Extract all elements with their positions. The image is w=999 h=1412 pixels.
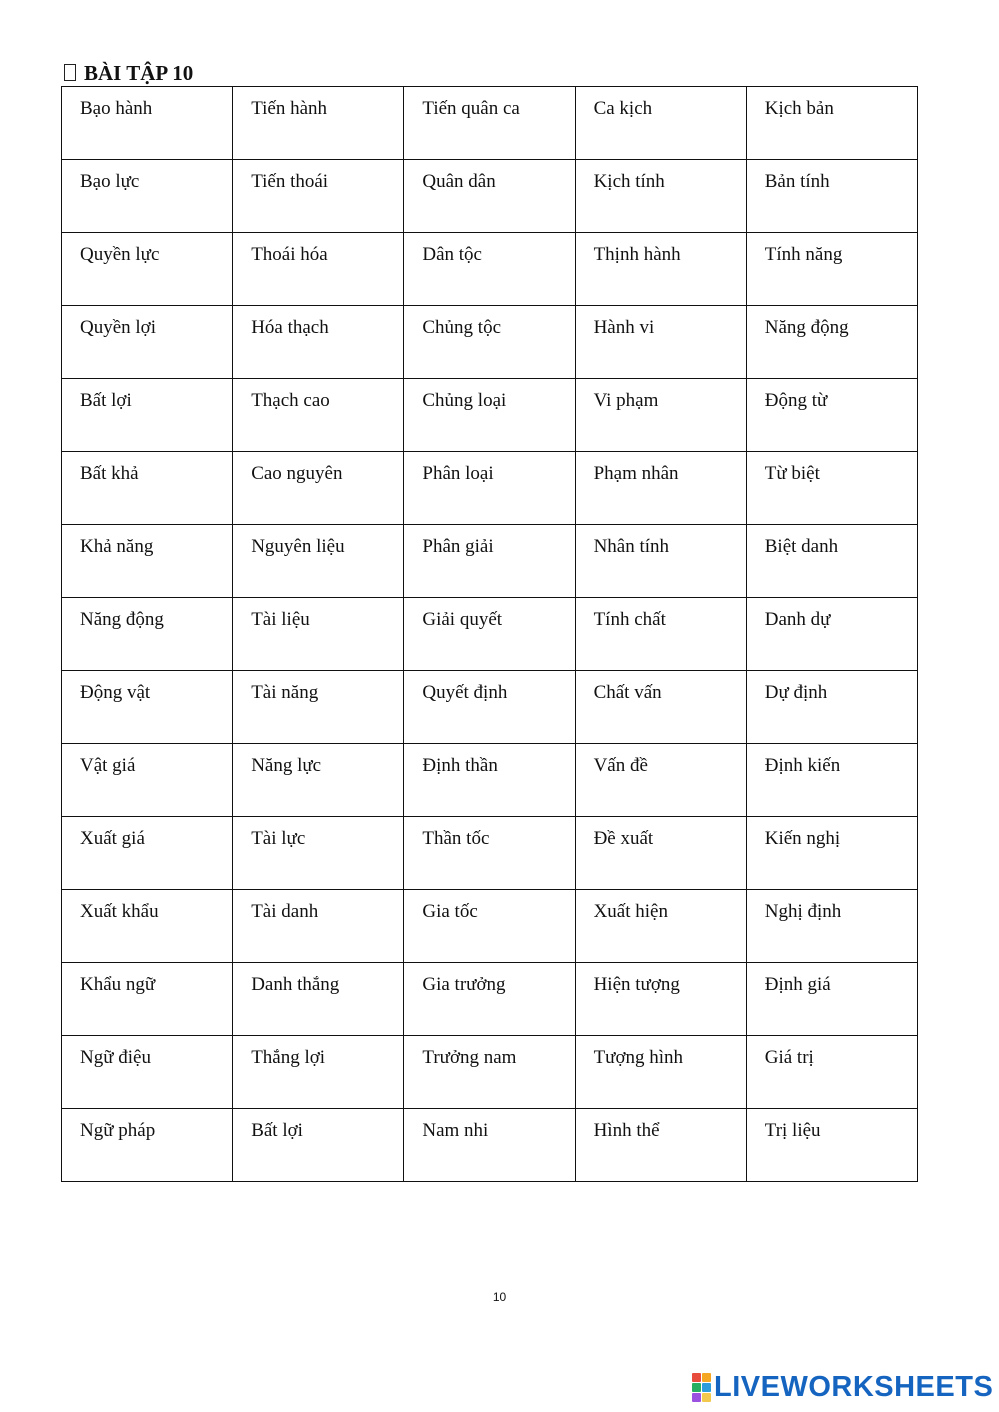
word-cell: Nghị định: [746, 890, 917, 963]
word-cell: Tượng hình: [575, 1036, 746, 1109]
word-cell: Thắng lợi: [233, 1036, 404, 1109]
word-cell: Kiến nghị: [746, 817, 917, 890]
word-cell: Thịnh hành: [575, 233, 746, 306]
word-cell: Định kiến: [746, 744, 917, 817]
word-cell: Vật giá: [62, 744, 233, 817]
word-cell: Nam nhi: [404, 1109, 575, 1182]
word-cell: Cao nguyên: [233, 452, 404, 525]
word-cell: Từ biệt: [746, 452, 917, 525]
table-row: [62, 817, 918, 890]
word-cell: Phân giải: [404, 525, 575, 598]
word-cell: Biệt danh: [746, 525, 917, 598]
word-cell: Bất khả: [62, 452, 233, 525]
word-cell: Nhân tính: [575, 525, 746, 598]
word-cell: Bất lợi: [62, 379, 233, 452]
logo-square: [692, 1393, 701, 1402]
word-cell: Trị liệu: [746, 1109, 917, 1182]
word-cell: Tiến thoái: [233, 160, 404, 233]
table-row: [62, 87, 918, 160]
word-cell: Tiến hành: [233, 87, 404, 160]
word-cell: Chủng loại: [404, 379, 575, 452]
word-cell: Dân tộc: [404, 233, 575, 306]
word-cell: Xuất hiện: [575, 890, 746, 963]
word-cell: Vấn đề: [575, 744, 746, 817]
table-row: [62, 671, 918, 744]
word-cell: Phân loại: [404, 452, 575, 525]
logo-square: [702, 1393, 711, 1402]
word-cell: Gia trưởng: [404, 963, 575, 1036]
word-cell: Quân dân: [404, 160, 575, 233]
table-row: [62, 160, 918, 233]
word-cell: Gia tốc: [404, 890, 575, 963]
table-row: [62, 525, 918, 598]
word-cell: Tài lực: [233, 817, 404, 890]
word-cell: Thần tốc: [404, 817, 575, 890]
table-row: [62, 306, 918, 379]
word-cell: Nguyên liệu: [233, 525, 404, 598]
word-cell: Vi phạm: [575, 379, 746, 452]
liveworksheets-logo-icon: [692, 1373, 711, 1402]
word-cell: Tính năng: [746, 233, 917, 306]
word-cell: Ngữ pháp: [62, 1109, 233, 1182]
page-number: 10: [492, 1290, 507, 1304]
word-cell: Năng lực: [233, 744, 404, 817]
logo-square: [692, 1373, 701, 1382]
word-cell: Kịch tính: [575, 160, 746, 233]
liveworksheets-logo: [692, 1372, 993, 1402]
word-cell: Động từ: [746, 379, 917, 452]
brand-wordmark: LIVEWORKSHEETS: [714, 1370, 994, 1403]
word-cell: Bất lợi: [233, 1109, 404, 1182]
table-row: [62, 963, 918, 1036]
word-cell: Quyền lực: [62, 233, 233, 306]
word-cell: Trưởng nam: [404, 1036, 575, 1109]
word-cell: Xuất giá: [62, 817, 233, 890]
word-cell: Tài liệu: [233, 598, 404, 671]
word-cell: Chất vấn: [575, 671, 746, 744]
word-cell: Thoái hóa: [233, 233, 404, 306]
word-cell: Năng động: [62, 598, 233, 671]
word-cell: Giải quyết: [404, 598, 575, 671]
word-cell: Định giá: [746, 963, 917, 1036]
word-cell: Năng động: [746, 306, 917, 379]
word-cell: Hành vi: [575, 306, 746, 379]
logo-square: [692, 1383, 701, 1392]
table-row: [62, 1036, 918, 1109]
exercise-heading: [64, 60, 193, 86]
word-cell: Tính chất: [575, 598, 746, 671]
word-cell: Khả năng: [62, 525, 233, 598]
word-cell: Đề xuất: [575, 817, 746, 890]
word-cell: Tài năng: [233, 671, 404, 744]
word-cell: Hóa thạch: [233, 306, 404, 379]
table-row: [62, 1109, 918, 1182]
word-cell: Kịch bản: [746, 87, 917, 160]
table-row: [62, 744, 918, 817]
word-cell: Quyết định: [404, 671, 575, 744]
word-cell: Bạo hành: [62, 87, 233, 160]
word-cell: Bạo lực: [62, 160, 233, 233]
logo-square: [702, 1373, 711, 1382]
table-row: [62, 890, 918, 963]
word-cell: Tài danh: [233, 890, 404, 963]
word-cell: Hình thể: [575, 1109, 746, 1182]
table-row: [62, 452, 918, 525]
word-cell: Danh thắng: [233, 963, 404, 1036]
exercise-title: BÀI TẬP 10: [84, 61, 194, 85]
word-chain-table: [61, 86, 918, 1182]
word-cell: Danh dự: [746, 598, 917, 671]
word-cell: Tiến quân ca: [404, 87, 575, 160]
word-cell: Động vật: [62, 671, 233, 744]
word-cell: Hiện tượng: [575, 963, 746, 1036]
word-cell: Định thần: [404, 744, 575, 817]
word-cell: Bản tính: [746, 160, 917, 233]
table-row: [62, 598, 918, 671]
word-cell: Dự định: [746, 671, 917, 744]
logo-square: [702, 1383, 711, 1392]
word-cell: Giá trị: [746, 1036, 917, 1109]
word-cell: Khẩu ngữ: [62, 963, 233, 1036]
table-row: [62, 379, 918, 452]
word-cell: Chủng tộc: [404, 306, 575, 379]
word-cell: Quyền lợi: [62, 306, 233, 379]
word-cell: Ngữ điệu: [62, 1036, 233, 1109]
word-cell: Phạm nhân: [575, 452, 746, 525]
word-cell: Xuất khẩu: [62, 890, 233, 963]
checkbox-icon: [64, 64, 76, 81]
table-row: [62, 233, 918, 306]
word-cell: Ca kịch: [575, 87, 746, 160]
word-cell: Thạch cao: [233, 379, 404, 452]
